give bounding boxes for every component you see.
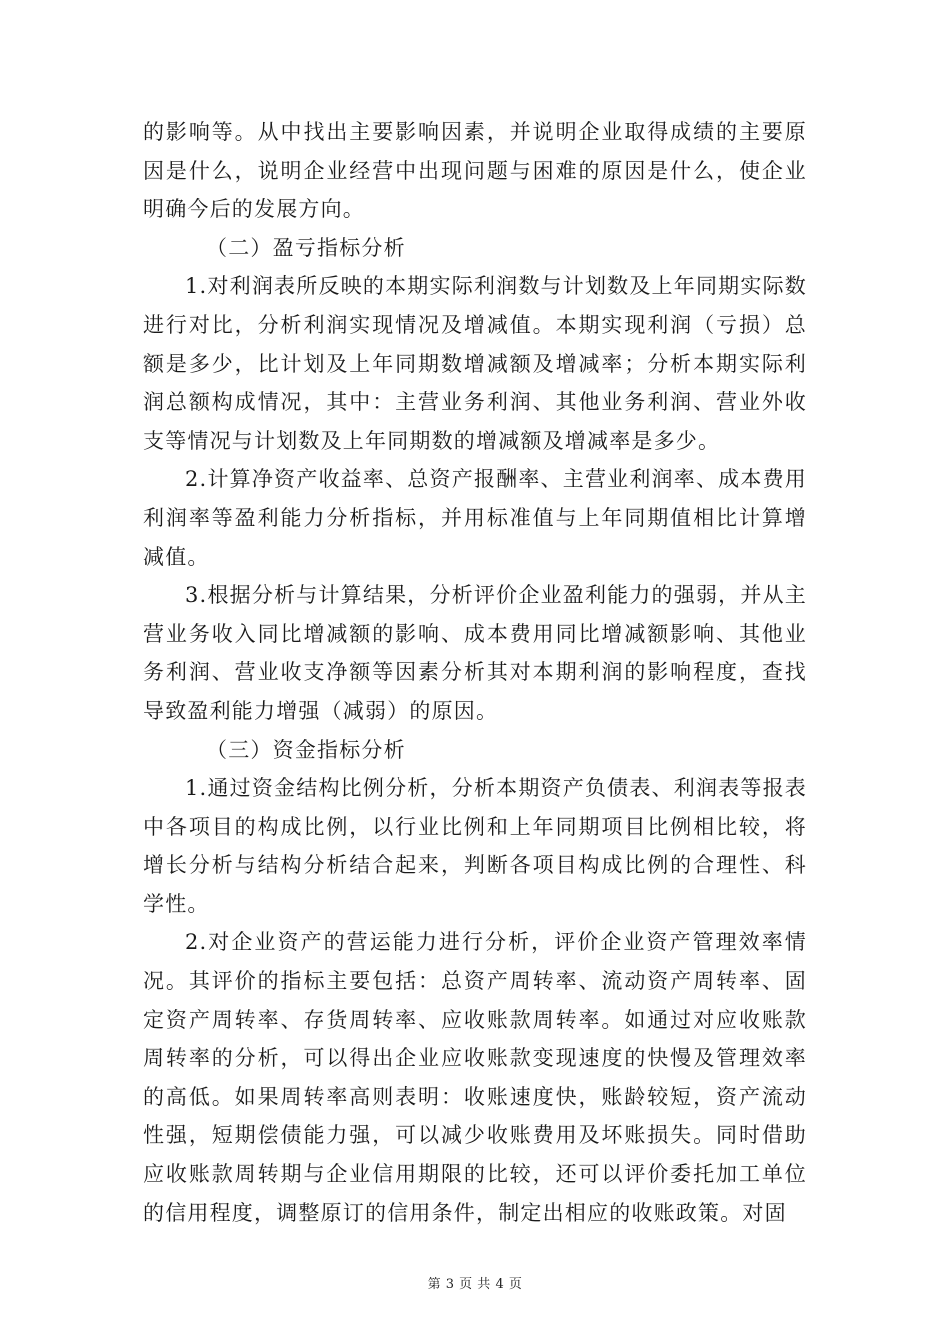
paragraph-profit-item-2: 2.计算净资产收益率、总资产报酬率、主营业利润率、成本费用利润率等盈利能力分析指标，并用标准值与上年同期值相比计算增减值。 <box>143 467 807 569</box>
paragraph-profit-item-1: 1.对利润表所反映的本期实际利润数与计划数及上年同期实际数进行对比，分析利润实现情况及增减值。本期实现利润（亏损）总额是多少，比计划及上年同期数增减额及增减率；分析本期实际利润总额构成情况，其中：主营业务利润、其他业务利润、营业外收支等情况与计划数及上年同期数的增减额及增减率是多少。 <box>143 274 807 453</box>
paragraph-funds-item-2: 2.对企业资产的营运能力进行分析，评价企业资产管理效率情况。其评价的指标主要包括：总资产周转率、流动资产周转率、固定资产周转率、存货周转率、应收账款周转率。如通过对应收账款周转率的分析，可以得出企业应收账款变现速度的快慢及管理效率的高低。如果周转率高则表明：收账速度快，账龄较短，资产流动性强，短期偿债能力强，可以减少收账费用及坏账损失。同时借助应收账款周转期与企业信用期限的比较，还可以评价委托加工单位的信用程度，调整原订的信用条件，制定出相应的收账政策。对固 <box>143 930 807 1225</box>
paragraph-continuation: 的影响等。从中找出主要影响因素，并说明企业取得成绩的主要原因是什么，说明企业经营中出现问题与困难的原因是什么，使企业明确今后的发展方向。 <box>143 120 807 222</box>
paragraph-profit-item-3: 3.根据分析与计算结果，分析评价企业盈利能力的强弱，并从主营业务收入同比增减额的影响、成本费用同比增减额影响、其他业务利润、营业收支净额等因素分析其对本期利润的影响程度，查找导致盈利能力增强（减弱）的原因。 <box>143 583 807 723</box>
document-body <box>143 113 807 1232</box>
section-heading-profit-loss: （二）盈亏指标分析 <box>206 235 406 260</box>
paragraph-funds-item-1: 1.通过资金结构比例分析，分析本期资产负债表、利润表等报表中各项目的构成比例，以行业比例和上年同期项目比例相比较，将增长分析与结构分析结合起来，判断各项目构成比例的合理性、科学性。 <box>143 776 807 916</box>
page-number-footer: 第 3 页 共 4 页 <box>427 1277 523 1292</box>
section-heading-funds: （三）资金指标分析 <box>206 737 406 762</box>
